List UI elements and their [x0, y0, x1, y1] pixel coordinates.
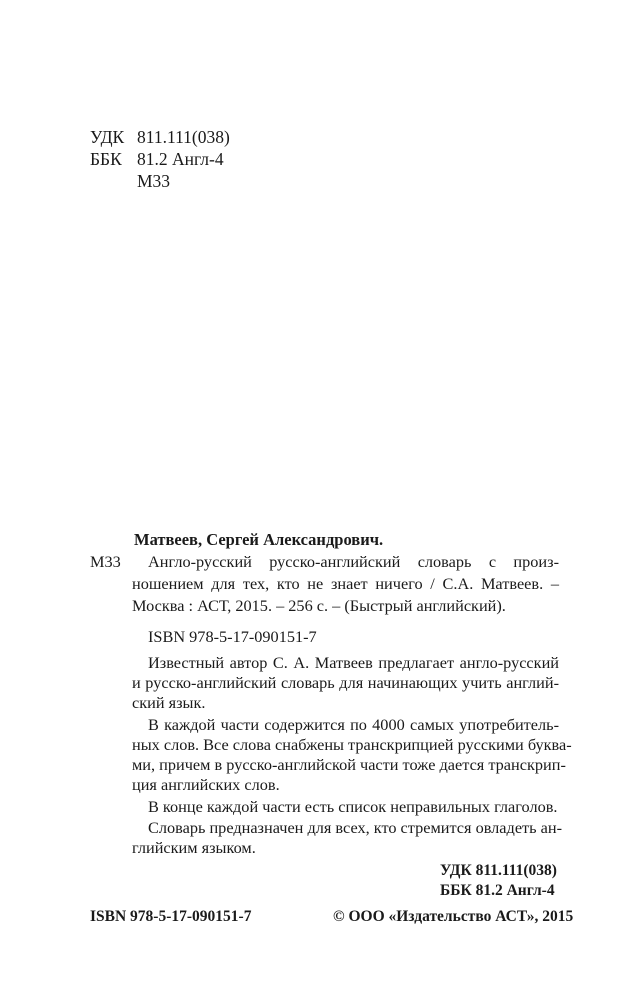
author-mark-top: М33 [137, 171, 171, 191]
bbk-line [90, 148, 224, 170]
classification-bbk: ББК 81.2 Англ-4 [440, 882, 555, 899]
description-line: Москва : АСТ, 2015. – 256 с. – (Быстрый английский). [132, 596, 506, 615]
annotation-line: и русско-английский словарь для начинающих учить англий- [132, 673, 559, 692]
udk-line [90, 126, 230, 148]
annotation-line: глийским языком. [132, 838, 256, 857]
description-line: Англо-русский русско-английский словарь с произ- [148, 552, 559, 571]
catalog-isbn: ISBN 978-5-17-090151-7 [148, 627, 317, 646]
udk-value: 811.111(038) [137, 127, 230, 147]
annotation-line: В конце каждой части есть список неправильных глаголов. [148, 797, 558, 816]
annotation-line: ных слов. Все слова снабжены транскрипцией русскими буква- [132, 735, 572, 754]
classification-udk: УДК 811.111(038) [440, 862, 557, 879]
bbk-label: ББК [90, 149, 122, 169]
udk-label: УДК [90, 127, 125, 147]
annotation-line: ция английских слов. [132, 775, 280, 794]
bbk-value: 81.2 Англ-4 [137, 149, 224, 169]
description-line: ношением для тех, кто не знает ничего / С.А. Матвеев. – [132, 574, 559, 593]
annotation-line: ми, причем в русско-английской части тоже дается транскрип- [132, 755, 566, 774]
author-name: Матвеев, Сергей Александрович. [134, 530, 384, 549]
annotation-line: Известный автор С. А. Матвеев предлагает англо-русский [148, 653, 559, 672]
annotation-line: ский язык. [132, 693, 206, 712]
annotation-line: Словарь предназначен для всех, кто стремится овладеть ан- [148, 818, 563, 837]
catalog-mark: М33 [90, 552, 121, 571]
footer-isbn: ISBN 978-5-17-090151-7 [90, 908, 252, 925]
annotation-line: В каждой части содержится по 4000 самых употребитель- [148, 715, 559, 734]
footer-copyright: © ООО «Издательство АСТ», 2015 [333, 908, 574, 925]
